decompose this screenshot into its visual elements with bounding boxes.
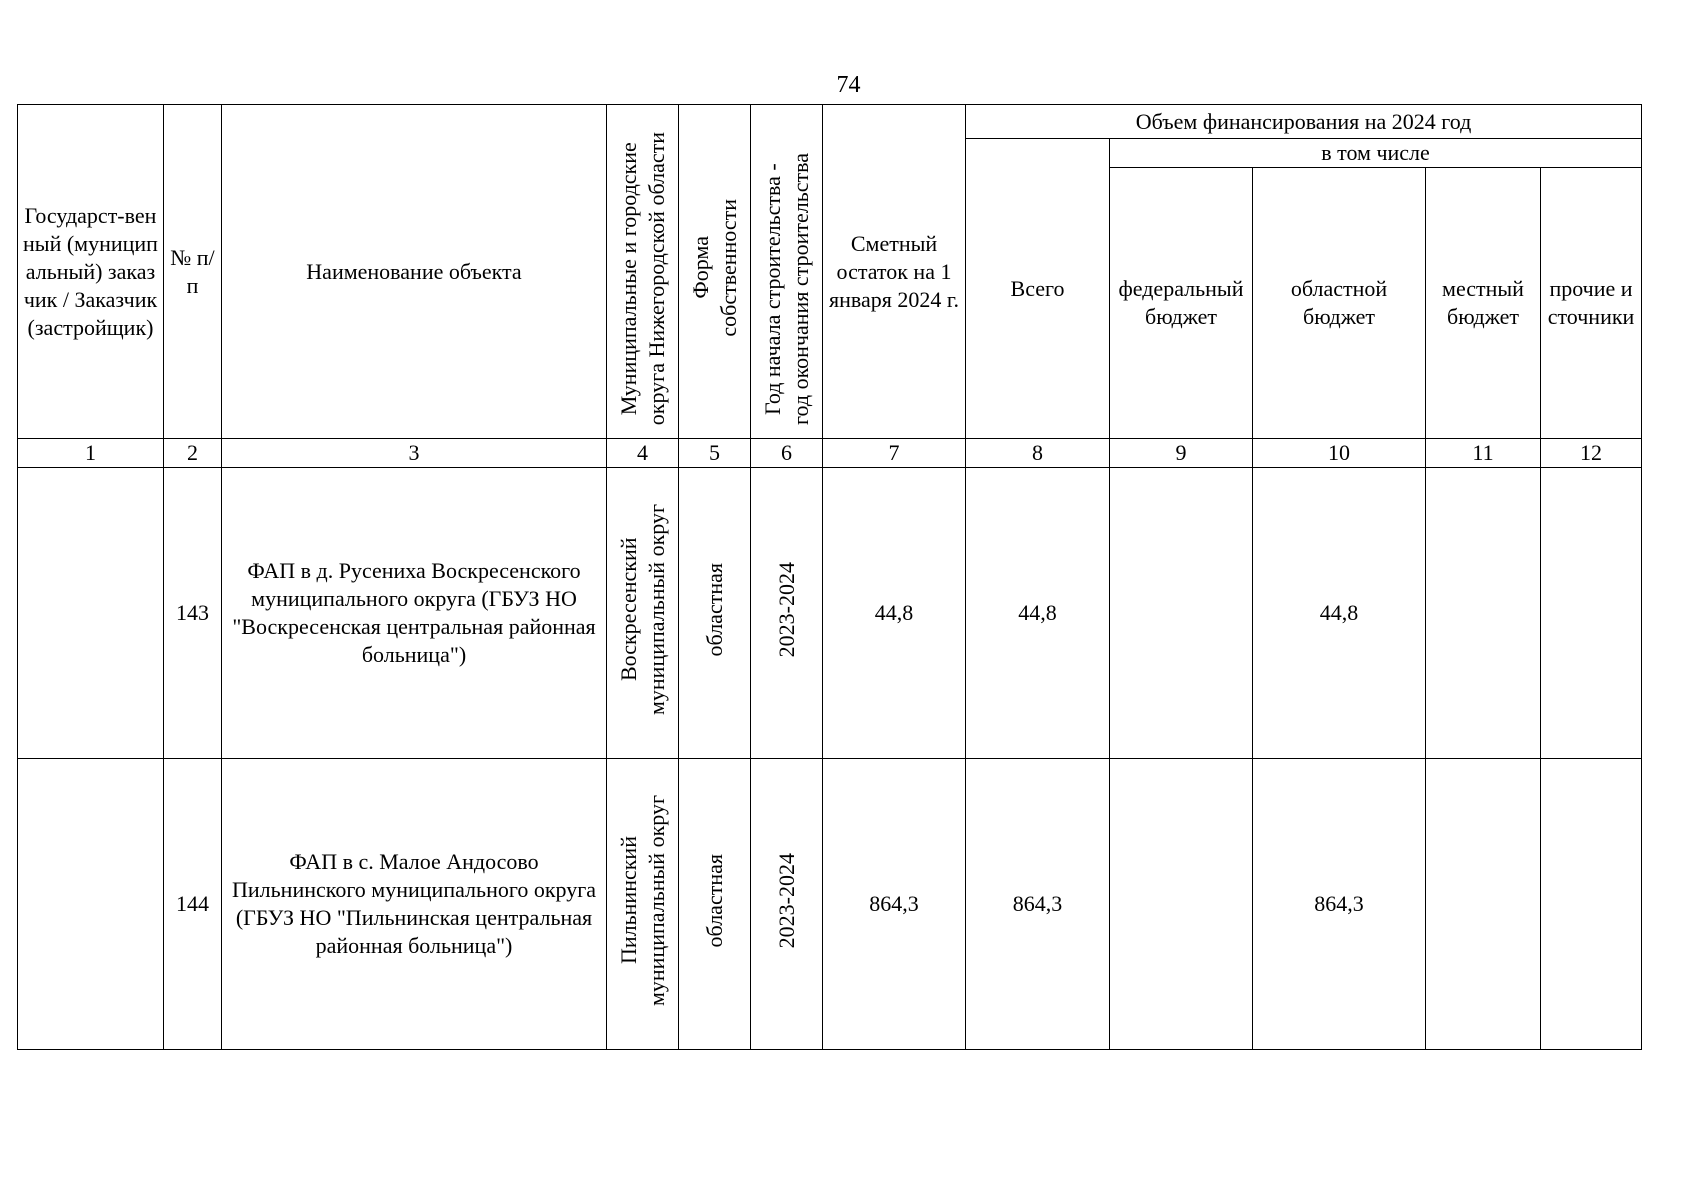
cell-estimate: 864,3 bbox=[823, 759, 966, 1050]
cell-other bbox=[1541, 468, 1642, 759]
column-number: 3 bbox=[222, 439, 607, 468]
cell-other bbox=[1541, 759, 1642, 1050]
header-years: Год начала строительства - год окончания строительства bbox=[751, 105, 823, 439]
header-estimate: Сметный остаток на 1 января 2024 г. bbox=[823, 105, 966, 439]
header-regional: областной бюджет bbox=[1253, 168, 1426, 439]
cell-district: Воскресенский муниципальный округ bbox=[607, 468, 679, 759]
cell-estimate: 44,8 bbox=[823, 468, 966, 759]
column-number: 6 bbox=[751, 439, 823, 468]
header-local: местный бюджет bbox=[1426, 168, 1541, 439]
cell-num: 144 bbox=[164, 759, 222, 1050]
cell-years: 2023-2024 bbox=[751, 759, 823, 1050]
header-total: Всего bbox=[966, 139, 1110, 439]
cell-total: 864,3 bbox=[966, 759, 1110, 1050]
column-number: 11 bbox=[1426, 439, 1541, 468]
column-numbers-row bbox=[18, 439, 1642, 468]
column-number: 8 bbox=[966, 439, 1110, 468]
column-number: 12 bbox=[1541, 439, 1642, 468]
table-row bbox=[18, 468, 1642, 759]
header-num: № п/п bbox=[164, 105, 222, 439]
cell-object-name: ФАП в с. Малое Андосово Пильнинского муниципального округа (ГБУЗ НО "Пильнинская центральная районная больница") bbox=[222, 759, 607, 1050]
column-number: 1 bbox=[18, 439, 164, 468]
header-federal: федеральный бюджет bbox=[1110, 168, 1253, 439]
header-customer: Государст-венный (муниципальный) заказчик / Заказчик (застройщик) bbox=[18, 105, 164, 439]
column-number: 4 bbox=[607, 439, 679, 468]
column-number: 2 bbox=[164, 439, 222, 468]
financing-table bbox=[17, 104, 1642, 1050]
page-number: 74 bbox=[836, 72, 861, 98]
cell-years: 2023-2024 bbox=[751, 468, 823, 759]
cell-district: Пильнинский муниципальный округ bbox=[607, 759, 679, 1050]
cell-num: 143 bbox=[164, 468, 222, 759]
cell-ownership: областная bbox=[679, 468, 751, 759]
cell-customer bbox=[18, 759, 164, 1050]
cell-object-name: ФАП в д. Русениха Воскресенского муниципального округа (ГБУЗ НО "Воскресенская центральная районная больница") bbox=[222, 468, 607, 759]
header-ownership: Форма собственности bbox=[679, 105, 751, 439]
header-row-1 bbox=[18, 105, 1642, 139]
column-number: 10 bbox=[1253, 439, 1426, 468]
cell-total: 44,8 bbox=[966, 468, 1110, 759]
cell-federal bbox=[1110, 759, 1253, 1050]
header-district: Муниципальные и городские округа Нижегородской области bbox=[607, 105, 679, 439]
column-number: 7 bbox=[823, 439, 966, 468]
cell-federal bbox=[1110, 468, 1253, 759]
cell-ownership: областная bbox=[679, 759, 751, 1050]
cell-local bbox=[1426, 759, 1541, 1050]
cell-local bbox=[1426, 468, 1541, 759]
column-number: 5 bbox=[679, 439, 751, 468]
column-number: 9 bbox=[1110, 439, 1253, 468]
table-row bbox=[18, 759, 1642, 1050]
cell-customer bbox=[18, 468, 164, 759]
header-other: прочие источники bbox=[1541, 168, 1642, 439]
header-including: в том числе bbox=[1110, 139, 1642, 168]
header-financing: Объем финансирования на 2024 год bbox=[966, 105, 1642, 139]
header-object-name: Наименование объекта bbox=[222, 105, 607, 439]
cell-regional: 864,3 bbox=[1253, 759, 1426, 1050]
cell-regional: 44,8 bbox=[1253, 468, 1426, 759]
